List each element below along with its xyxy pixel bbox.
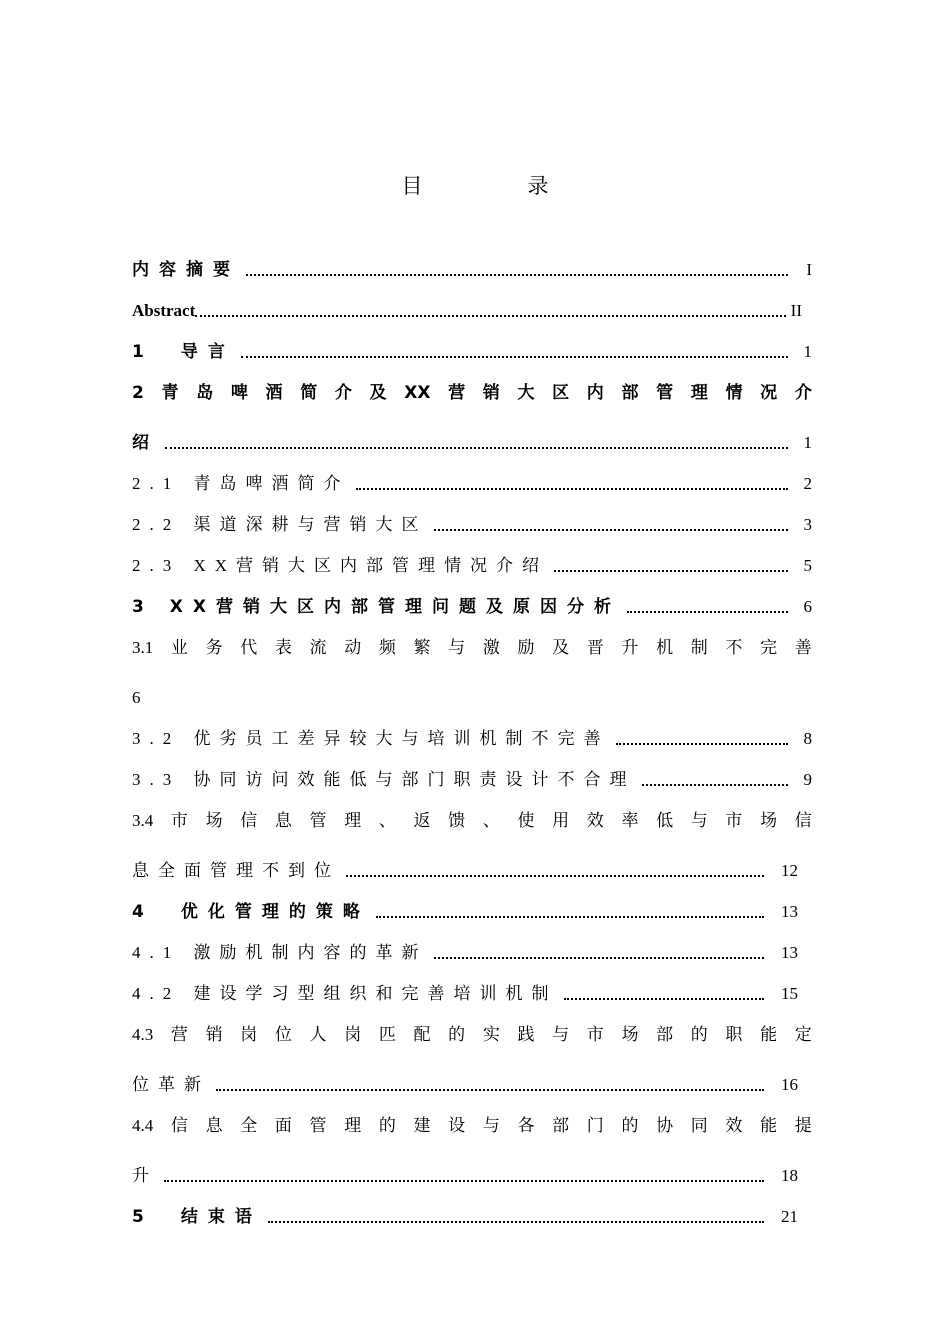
- dot-leader: [195, 315, 786, 317]
- dot-leader: [246, 274, 788, 276]
- page-title: 目 录: [401, 174, 591, 198]
- toc-entry[interactable]: [132, 717, 812, 758]
- toc-entry-page: I: [806, 260, 812, 279]
- dot-leader: [165, 447, 788, 449]
- dot-leader: [241, 356, 788, 358]
- toc-entry-page: 21: [781, 1207, 798, 1226]
- dot-leader: [627, 611, 788, 613]
- toc-entry-label: 3.3 协同访问效能低与部门职责设计不合理: [132, 770, 636, 789]
- toc-entry-continuation[interactable]: [132, 1150, 812, 1195]
- toc-entry-label: 2.2 渠道深耕与营销大区: [132, 515, 428, 534]
- toc-entry-page: 16: [781, 1075, 798, 1094]
- toc-entry-continuation[interactable]: [132, 417, 812, 462]
- toc-entry-page: 3: [803, 515, 812, 534]
- toc-entry-label: 1 导言: [132, 342, 235, 362]
- toc-entry-continuation[interactable]: [132, 672, 812, 717]
- toc-entry-label: Abstract: [132, 301, 196, 320]
- toc-entry-page: 1: [803, 342, 812, 361]
- dot-leader: [164, 1180, 764, 1182]
- toc-entry-label-cont: 6: [132, 688, 150, 707]
- dot-leader: [356, 488, 789, 490]
- dot-leader: [434, 957, 765, 959]
- toc-entry-page: II: [790, 301, 802, 320]
- dot-leader: [554, 570, 788, 572]
- dot-leader: [564, 998, 765, 1000]
- toc-entry[interactable]: [132, 330, 812, 371]
- toc-entry-label: 3.1 业 务 代 表 流 动 频 繁 与 激 励 及 晋 升 机 制 不 完 善: [132, 638, 812, 657]
- toc-entry-label: 4.3 营 销 岗 位 人 岗 匹 配 的 实 践 与 市 场 部 的 职 能 定: [132, 1025, 812, 1044]
- dot-leader: [346, 875, 764, 877]
- toc-entry[interactable]: [132, 758, 812, 799]
- toc-entry-label: 4.1 激励机制内容的革新: [132, 943, 428, 962]
- toc-entry-label-cont: 位革新: [132, 1075, 210, 1094]
- toc-entry-page: 13: [781, 902, 798, 921]
- toc-entry-page: 9: [803, 770, 812, 789]
- toc-entry[interactable]: [132, 972, 812, 1013]
- toc-entry[interactable]: [132, 626, 812, 672]
- toc-entry-label: 2.3 XX营销大区内部管理情况介绍: [132, 556, 549, 575]
- toc-entry-page: 5: [803, 556, 812, 575]
- dot-leader: [616, 743, 789, 745]
- toc-entry-page: 6: [803, 597, 812, 616]
- toc-entry[interactable]: [132, 931, 812, 972]
- toc-entry[interactable]: [132, 890, 812, 931]
- toc-entry[interactable]: [132, 371, 812, 417]
- toc-entry-label: 3.4 市 场 信 息 管 理 、 返 馈 、 使 用 效 率 低 与 市 场 信: [132, 811, 812, 830]
- toc-entry-label: 内容摘要: [132, 260, 240, 280]
- toc-entry[interactable]: [132, 544, 812, 585]
- table-of-contents: [132, 248, 812, 1236]
- toc-entry[interactable]: [132, 1013, 812, 1059]
- toc-entry-page: 8: [803, 729, 812, 748]
- dot-leader: [268, 1221, 764, 1223]
- toc-entry-label: 4 优化管理的策略: [132, 902, 370, 922]
- toc-entry-label-cont: 绍: [132, 433, 159, 453]
- toc-entry[interactable]: [132, 289, 812, 330]
- toc-entry-page: 18: [781, 1166, 798, 1185]
- toc-entry-label-cont: 升: [132, 1166, 158, 1185]
- toc-entry[interactable]: [132, 1104, 812, 1150]
- toc-entry-label-cont: 息全面管理不到位: [132, 861, 340, 880]
- dot-leader: [376, 916, 764, 918]
- toc-entry[interactable]: [132, 462, 812, 503]
- toc-entry-label: 2 青 岛 啤 酒 简 介 及 XX 营 销 大 区 内 部 管 理 情 况 介: [132, 383, 812, 403]
- toc-entry[interactable]: [132, 799, 812, 845]
- dot-leader: [434, 529, 789, 531]
- dot-leader: [216, 1089, 764, 1091]
- toc-entry-page: 13: [781, 943, 798, 962]
- toc-entry-label: 4.2 建设学习型组织和完善培训机制: [132, 984, 558, 1003]
- toc-entry-page: 15: [781, 984, 798, 1003]
- toc-entry-label: 4.4 信 息 全 面 管 理 的 建 设 与 各 部 门 的 协 同 效 能 提: [132, 1116, 812, 1135]
- toc-entry-label: 2.1 青岛啤酒简介: [132, 474, 350, 493]
- toc-entry-label: 3 XX营销大区内部管理问题及原因分析: [132, 597, 621, 617]
- toc-entry[interactable]: [132, 248, 812, 289]
- toc-entry-label: 5 结束语: [132, 1207, 262, 1227]
- toc-entry[interactable]: [132, 585, 812, 626]
- dot-leader: [642, 784, 789, 786]
- toc-entry-page: 1: [803, 433, 812, 452]
- toc-entry[interactable]: [132, 503, 812, 544]
- toc-entry-page: 2: [803, 474, 812, 493]
- toc-entry-continuation[interactable]: [132, 1059, 812, 1104]
- toc-entry-page: 12: [781, 861, 798, 880]
- toc-entry[interactable]: [132, 1195, 812, 1236]
- toc-entry-continuation[interactable]: [132, 845, 812, 890]
- toc-entry-label: 3.2 优劣员工差异较大与培训机制不完善: [132, 729, 610, 748]
